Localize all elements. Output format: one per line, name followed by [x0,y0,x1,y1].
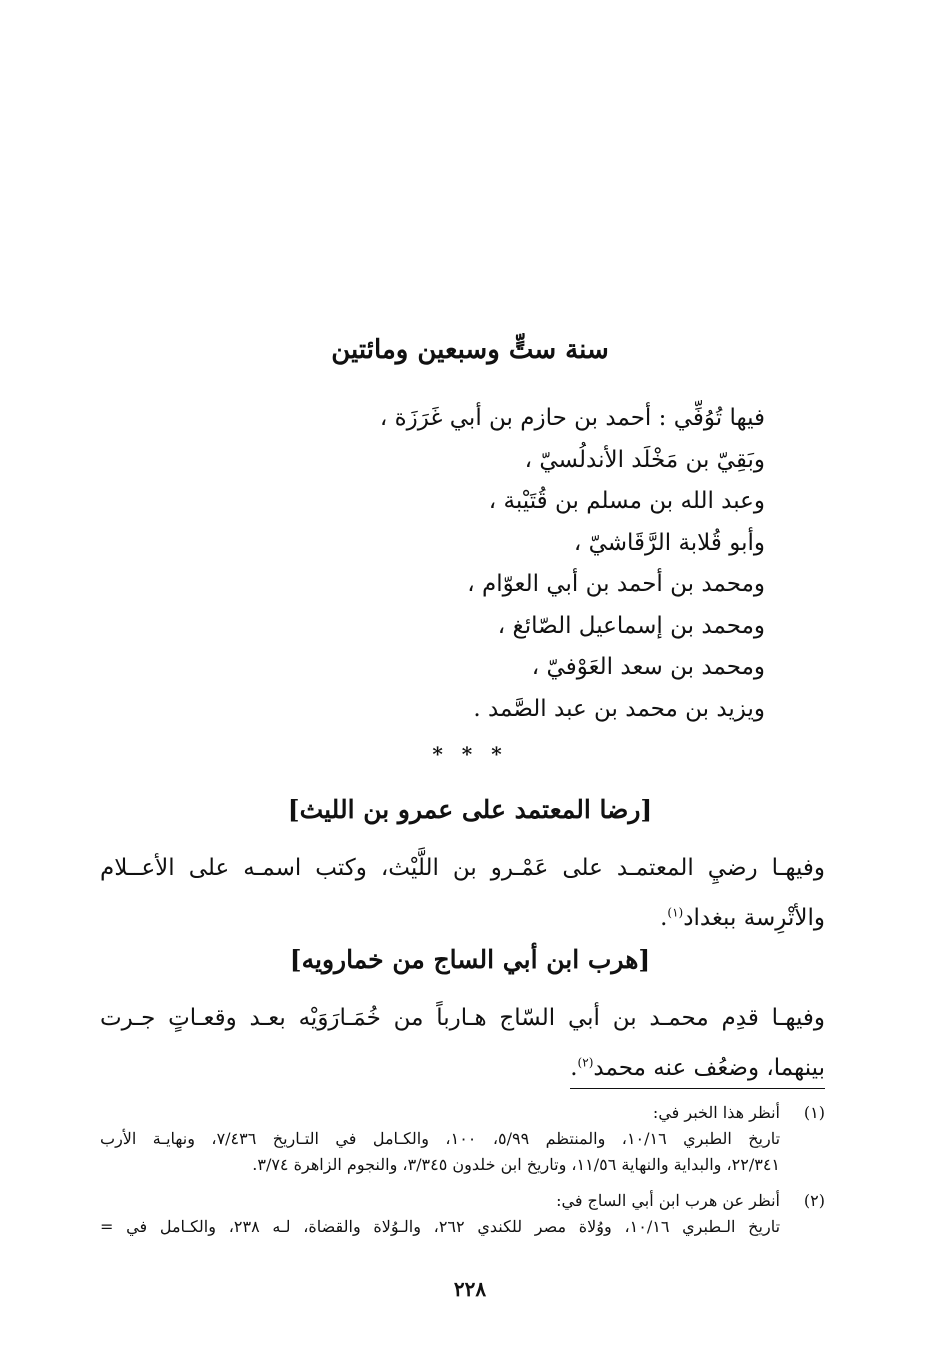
section-heading: [هرب ابن أبي الساج من خمارويه] [289,945,651,974]
footnote [100,1100,825,1178]
section-paragraph [100,993,825,1093]
death-entry: ومحمد بن سعد العَوْفيّ ، [531,654,765,680]
year-title: سنة ستٍّ وسبعين ومائتين [331,335,609,365]
section-separator: * * * [432,742,508,766]
footnote-number: (٢) [803,1191,825,1210]
footnote-body [100,1188,780,1240]
footnote-line: أنظر عن هرب ابن أبي الساج في: [556,1191,780,1210]
footnote-line: تاريخ الطبري ١٠/١٦، والمنتظم ٥/٩٩، ١٠٠، والكـامل في التـاريخ ٧/٤٣٦، ونهايـة الأرب [100,1129,780,1148]
paragraph-text: وفيهـا رضيِ المعتمـد على عَمْـرو بن اللَّيْث، وكتب اسمـه على الأعــلام والأتْرِسة ببغداد [100,855,825,931]
death-entry: وأبو قُلابة الرَّقَاشيّ ، [573,529,765,556]
deaths-list [285,398,765,730]
paragraph-end: . [660,905,668,931]
footnote-divider [570,1088,825,1089]
death-entry: وعبد الله بن مسلم بن قُتَيْبة ، [488,488,765,514]
section-paragraph [100,843,825,943]
death-entry: ومحمد بن إسماعيل الصّائغ ، [497,612,765,639]
footnote-line: ٢٢/٣٤١، والبداية والنهاية ١١/٥٦، وتاريخ ابن خلدون ٣/٣٤٥، والنجوم الزاهرة ٣/٧٤. [252,1155,780,1174]
footnote [100,1188,825,1240]
section-heading: [رضا المعتمد على عمرو بن الليث] [287,795,653,824]
page-number: ٢٢٨ [453,1277,487,1301]
death-entry: فيها تُوُفِّي : أحمد بن حازم بن أبي غَرَزَة ، [379,405,765,431]
death-entry: وبَقِيّ بن مَخْلَد الأندلُسيّ ، [524,446,765,473]
footnote-number: (١) [803,1103,825,1122]
footnote-line: أنظر هذا الخبر في: [652,1103,780,1122]
footnote-line: تاريخ الـطبري ١٠/١٦، ووُلاة مصر للكندي ٢٦٢، والـوُلاة والقضاة، لـه ٢٣٨، والكـامل في = [100,1217,780,1236]
footnote-body [100,1100,780,1178]
paragraph-text: وفيهـا قدِم محمـد بن أبي السّاج هـارباً من خُمَـارَوَيْه بعـد وقعـاتٍ جـرت بينهما، وضعُف عنه محمد [100,1005,825,1081]
death-entry: ويزيد بن محمد بن عبد الصَّمد . [473,695,765,722]
death-entry: ومحمد بن أحمد بن أبي العوّام ، [467,571,765,597]
footnote-reference[interactable]: (٢) [577,1055,594,1070]
paragraph-end: . [570,1055,578,1081]
footnote-reference[interactable]: (١) [667,905,684,920]
